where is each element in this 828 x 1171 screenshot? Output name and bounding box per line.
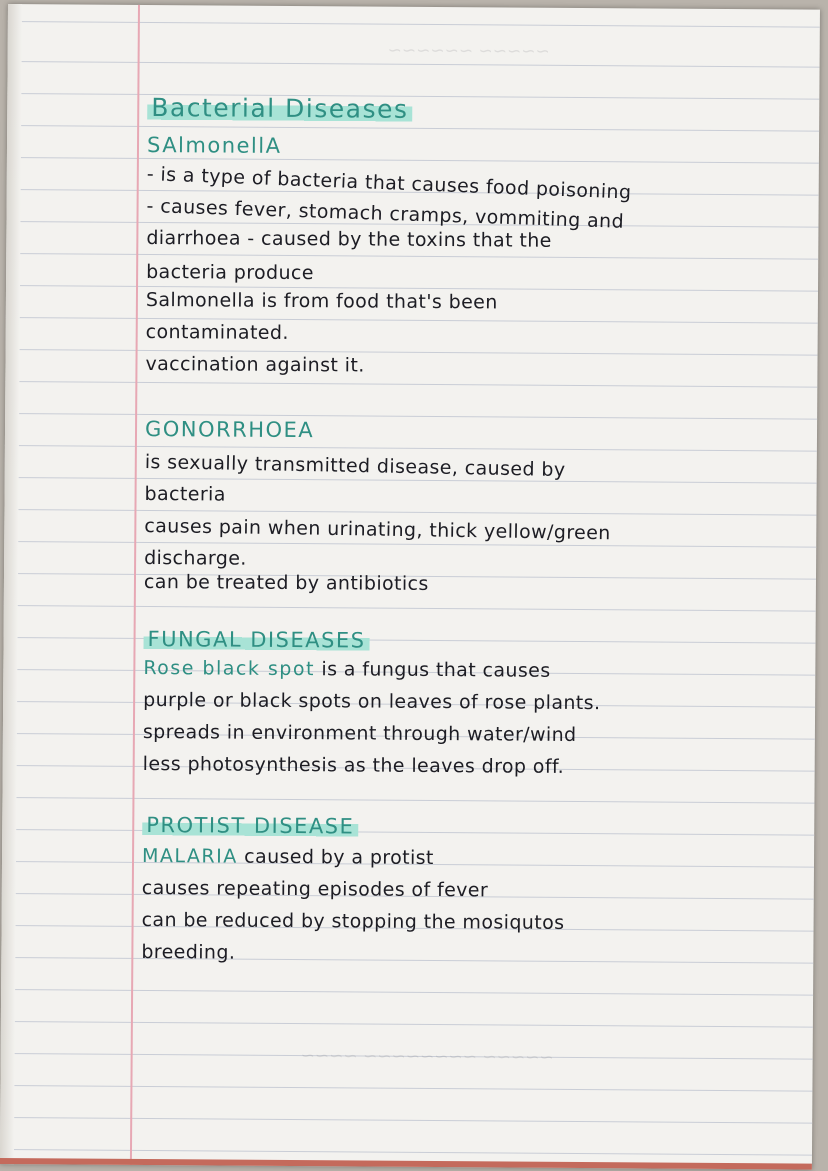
rose-black-spot-label: Rose black spot: [143, 656, 316, 681]
fungal-line-1: [143, 657, 550, 682]
salmonella-heading: SAlmonellA: [146, 132, 282, 158]
fungal-line-1-text: is a fungus that causes: [321, 658, 551, 682]
gonorrhoea-line-2: bacteria: [144, 482, 226, 506]
protist-line-1: [142, 845, 434, 869]
salmonella-line-4: bacteria produce: [146, 260, 314, 285]
protist-heading-text: PROTIST DISEASE: [142, 813, 358, 839]
protist-line-4: breeding.: [141, 940, 236, 964]
gonorrhoea-line-5: can be treated by antibiotics: [143, 570, 429, 595]
gonorrhoea-line-3: causes pain when urinating, thick yellow/green: [144, 514, 611, 545]
protist-heading: [142, 813, 358, 839]
gonorrhoea-line-4: discharge.: [144, 546, 247, 570]
notes-content: [141, 5, 808, 964]
title-text: Bacterial Diseases: [147, 93, 412, 124]
page-binding: [0, 4, 22, 1164]
fungal-heading-text: FUNGAL DISEASES: [143, 627, 369, 653]
salmonella-line-7: vaccination against it.: [145, 352, 365, 377]
show-through-mark: ~~~~~ ~~~~~~: [387, 40, 550, 62]
gonorrhoea-heading: GONORRHOEA: [144, 416, 315, 443]
malaria-label: MALARIA: [141, 844, 238, 868]
protist-line-2: causes repeating episodes of fever: [141, 876, 489, 902]
gonorrhoea-line-1: is sexually transmitted disease, caused by: [144, 450, 566, 482]
fungal-line-4: less photosynthesis as the leaves drop off.: [142, 752, 565, 778]
protist-line-3: can be reduced by stopping the mosiqutos: [141, 908, 565, 934]
page-bottom-edge: [0, 1158, 812, 1170]
fungal-line-2: purple or black spots on leaves of rose plants.: [143, 688, 601, 715]
salmonella-line-6: contaminated.: [145, 320, 289, 344]
salmonella-line-2: - causes fever, stomach cramps, vommiting and: [146, 194, 625, 233]
notebook-page: [0, 4, 820, 1170]
page-title: [147, 93, 412, 124]
fungal-heading: [143, 627, 369, 653]
margin-line: [130, 5, 140, 1165]
protist-line-1-text: caused by a protist: [244, 845, 434, 869]
salmonella-line-5: Salmonella is from food that's been: [145, 288, 498, 314]
fungal-line-3: spreads in environment through water/wind: [142, 720, 577, 746]
salmonella-line-1: - is a type of bacteria that causes food poisoning: [146, 162, 632, 204]
show-through-mark: ~~~~~ ~~~~~~~~ ~~~~: [300, 1046, 554, 1068]
salmonella-line-3: diarrhoea - caused by the toxins that the: [146, 226, 552, 252]
